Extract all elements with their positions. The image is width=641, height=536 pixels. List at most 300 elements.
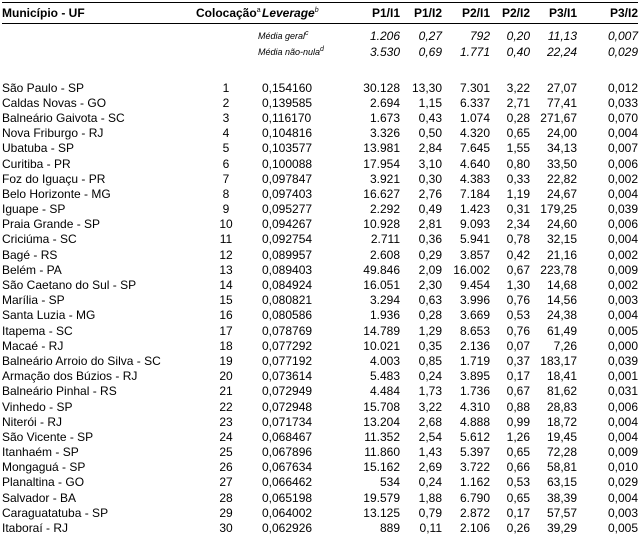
p1-i1-cell: 13.204 — [363, 414, 400, 429]
p2-i2-cell: 1,55 — [506, 141, 530, 156]
footnote-marker-b: b — [314, 7, 319, 14]
municipio-cell: Itaboraí - RJ — [2, 521, 69, 536]
leverage-cell: 0,072949 — [262, 384, 313, 399]
municipio-cell: Bagé - RS — [2, 247, 58, 262]
leverage-cell: 0,078769 — [262, 323, 313, 338]
leverage-cell: 0,062926 — [262, 521, 313, 536]
p1-i2-cell: 2,68 — [418, 414, 442, 429]
p2-i1-cell: 2.106 — [459, 521, 490, 536]
table-row — [2, 338, 638, 353]
header-colocacao: Colocação$^a$ — [196, 3, 256, 24]
p2-i1-cell: 4.640 — [459, 156, 490, 171]
p3-i1-cell: 34,13 — [546, 141, 577, 156]
p2-i1-cell: 1.074 — [459, 110, 490, 125]
municipio-cell: Caldas Novas - GO — [2, 95, 107, 110]
p2-i1-cell: 4.383 — [459, 171, 490, 186]
p2-i2-cell: 0,80 — [506, 156, 530, 171]
p3-i1-cell: 14,68 — [546, 278, 577, 293]
p1-i2-cell: 2,54 — [418, 429, 442, 444]
p2-i2-cell: 2,71 — [506, 95, 530, 110]
municipio-cell: Macaé - RJ — [2, 338, 64, 353]
p3-i1-cell: 33,50 — [546, 156, 577, 171]
p1-i1-cell: 1.936 — [369, 308, 400, 323]
p2-i2-cell: 0,76 — [506, 323, 530, 338]
leverage-table — [2, 2, 638, 536]
header-p3-i1: P3/I1 — [530, 3, 577, 24]
municipio-cell: Nova Friburgo - RJ — [2, 126, 104, 141]
leverage-cell: 0,139585 — [262, 95, 313, 110]
p2-i1-cell: 4.320 — [459, 126, 490, 141]
municipio-cell: Iguape - SP — [2, 202, 66, 217]
p3-i1-cell: 24,38 — [546, 308, 577, 323]
p1-i2-cell: 13,30 — [411, 80, 442, 95]
summary-row-media-geral — [2, 28, 638, 44]
p1-i2-cell: 1,29 — [418, 323, 442, 338]
p3-i1-cell: 24,00 — [546, 126, 577, 141]
p3-i1-cell: 81,62 — [546, 384, 577, 399]
p3-i2-cell: 0,010 — [607, 460, 638, 475]
colocacao-cell: 7 — [222, 171, 230, 186]
p1-i2-cell: 1,43 — [418, 445, 442, 460]
p2-i2-cell: 0,88 — [506, 399, 530, 414]
p3-i2-cell: 0,009 — [607, 445, 638, 460]
municipio-cell: Curitiba - PR — [2, 156, 71, 171]
p2-i2-cell: 0,26 — [506, 521, 530, 536]
colocacao-cell: 26 — [219, 460, 233, 475]
p1-i2-cell: 2,30 — [418, 278, 442, 293]
summary-value: 0,029 — [607, 45, 638, 59]
p2-i1-cell: 16.002 — [453, 262, 490, 277]
p1-i2-cell: 1,88 — [418, 490, 442, 505]
p2-i1-cell: 4.310 — [459, 399, 490, 414]
summary-label: Média não-nula$^d$ — [258, 46, 324, 57]
leverage-cell: 0,080586 — [262, 308, 313, 323]
leverage-cell: 0,073614 — [262, 369, 313, 384]
leverage-cell: 0,072948 — [262, 399, 313, 414]
leverage-cell: 0,084924 — [262, 278, 313, 293]
municipio-cell: Vinhedo - SP — [2, 399, 73, 414]
p3-i2-cell: 0,004 — [607, 232, 638, 247]
leverage-cell: 0,116170 — [262, 110, 312, 125]
p1-i1-cell: 14.789 — [363, 323, 400, 338]
p1-i1-cell: 16.051 — [363, 278, 400, 293]
p1-i1-cell: 15.708 — [363, 399, 400, 414]
table-row — [2, 217, 638, 232]
footnote-marker-a: a — [256, 7, 261, 14]
p2-i1-cell: 1.423 — [459, 202, 490, 217]
p1-i1-cell: 10.928 — [363, 217, 400, 232]
p3-i1-cell: 14,56 — [546, 293, 577, 308]
summary-value: 0,27 — [418, 29, 442, 43]
p2-i1-cell: 2.136 — [459, 338, 490, 353]
table-row — [2, 156, 638, 171]
p3-i2-cell: 0,004 — [607, 126, 638, 141]
p3-i1-cell: 38,39 — [546, 490, 577, 505]
p2-i1-cell: 3.895 — [459, 369, 490, 384]
leverage-cell: 0,077292 — [262, 338, 313, 353]
p1-i2-cell: 3,22 — [418, 399, 442, 414]
p2-i1-cell: 3.722 — [459, 460, 490, 475]
p3-i1-cell: 24,67 — [546, 186, 577, 201]
p1-i2-cell: 2,81 — [418, 217, 442, 232]
p2-i1-cell: 7.301 — [459, 80, 490, 95]
municipio-cell: São Vicente - SP — [2, 429, 94, 444]
p1-i2-cell: 1,73 — [418, 384, 442, 399]
p3-i2-cell: 0,002 — [607, 171, 638, 186]
table-row — [2, 95, 638, 110]
p2-i1-cell: 3.857 — [459, 247, 490, 262]
p3-i1-cell: 21,16 — [546, 247, 577, 262]
table-row — [2, 126, 638, 141]
p1-i2-cell: 0,50 — [418, 126, 442, 141]
p1-i2-cell: 2,69 — [418, 460, 442, 475]
p1-i1-cell: 889 — [379, 521, 400, 536]
p2-i2-cell: 0,65 — [506, 445, 530, 460]
leverage-cell: 0,065198 — [262, 490, 313, 505]
summary-value: 792 — [469, 29, 490, 43]
p1-i2-cell: 0,49 — [418, 202, 442, 217]
colocacao-cell: 18 — [219, 338, 233, 353]
p2-i2-cell: 0,28 — [506, 110, 530, 125]
p1-i1-cell: 4.003 — [369, 353, 400, 368]
p3-i2-cell: 0,005 — [607, 323, 638, 338]
p1-i2-cell: 0,43 — [418, 110, 442, 125]
p3-i1-cell: 27,07 — [546, 80, 577, 95]
leverage-cell: 0,154160 — [262, 80, 313, 95]
header-p3-i2: P3/I2 — [577, 3, 638, 24]
colocacao-cell: 27 — [219, 475, 233, 490]
p1-i2-cell: 0,29 — [418, 247, 442, 262]
leverage-cell: 0,095277 — [262, 202, 313, 217]
p1-i1-cell: 5.483 — [369, 369, 400, 384]
table-row — [2, 475, 638, 490]
colocacao-cell: 25 — [219, 445, 233, 460]
p3-i1-cell: 271,67 — [540, 110, 577, 125]
leverage-cell: 0,080821 — [262, 293, 313, 308]
p1-i2-cell: 0,28 — [418, 308, 442, 323]
summary-rows — [2, 28, 638, 80]
p3-i1-cell: 179,25 — [540, 202, 577, 217]
p2-i2-cell: 0,33 — [506, 171, 530, 186]
p1-i1-cell: 2.711 — [370, 232, 400, 247]
municipio-cell: Praia Grande - SP — [2, 217, 101, 232]
municipio-cell: Salvador - BA — [2, 490, 77, 505]
table-row — [2, 232, 638, 247]
leverage-cell: 0,097847 — [262, 171, 313, 186]
p3-i1-cell: 61,49 — [546, 323, 577, 338]
leverage-cell: 0,089957 — [262, 247, 313, 262]
p3-i1-cell: 32,15 — [546, 232, 577, 247]
p1-i1-cell: 11.352 — [364, 429, 400, 444]
p1-i2-cell: 2,09 — [418, 262, 442, 277]
p1-i1-cell: 2.608 — [369, 247, 400, 262]
summary-value: 1.206 — [369, 29, 400, 43]
p3-i1-cell: 57,57 — [546, 505, 577, 520]
p1-i1-cell: 17.954 — [363, 156, 400, 171]
table-row — [2, 277, 638, 292]
p2-i2-cell: 0,42 — [506, 247, 530, 262]
leverage-cell: 0,103577 — [262, 141, 313, 156]
colocacao-cell: 6 — [222, 156, 230, 171]
p2-i1-cell: 6.790 — [459, 490, 490, 505]
table-row — [2, 520, 638, 535]
colocacao-cell: 8 — [222, 186, 230, 201]
p3-i1-cell: 223,78 — [540, 262, 577, 277]
p1-i2-cell: 0,35 — [418, 338, 442, 353]
p1-i1-cell: 19.579 — [363, 490, 400, 505]
colocacao-cell: 16 — [219, 308, 233, 323]
municipio-cell: Balneário Pinhal - RS — [2, 384, 117, 399]
leverage-cell: 0,100088 — [262, 156, 313, 171]
p2-i1-cell: 1.162 — [459, 475, 490, 490]
p2-i2-cell: 0,37 — [506, 353, 530, 368]
colocacao-cell: 30 — [219, 521, 233, 536]
table-row — [2, 505, 638, 520]
p3-i2-cell: 0,070 — [607, 110, 638, 125]
p3-i2-cell: 0,005 — [607, 521, 638, 536]
municipio-cell: Balneário Arroio do Silva - SC — [2, 353, 161, 368]
leverage-cell: 0,092754 — [262, 232, 313, 247]
table-row — [2, 186, 638, 201]
summary-value: 1.771 — [459, 45, 490, 59]
leverage-cell: 0,067896 — [262, 445, 313, 460]
p3-i1-cell: 58,81 — [546, 460, 577, 475]
municipio-cell: Ubatuba - SP — [2, 141, 75, 156]
p2-i1-cell: 8.653 — [459, 323, 490, 338]
table-row — [2, 141, 638, 156]
municipio-cell: São Paulo - SP — [2, 80, 85, 95]
leverage-cell: 0,104816 — [262, 126, 313, 141]
p2-i2-cell: 0,17 — [506, 505, 530, 520]
table-row — [2, 414, 638, 429]
table-row — [2, 80, 638, 95]
p3-i2-cell: 0,001 — [607, 369, 638, 384]
municipio-cell: Santa Luzia - MG — [2, 308, 96, 323]
colocacao-cell: 20 — [219, 369, 233, 384]
p1-i1-cell: 13.981 — [363, 141, 400, 156]
colocacao-cell: 17 — [219, 323, 233, 338]
p2-i2-cell: 0,65 — [506, 490, 530, 505]
p2-i2-cell: 0,53 — [506, 308, 530, 323]
p2-i2-cell: 0,99 — [506, 414, 530, 429]
p3-i1-cell: 28,83 — [546, 399, 577, 414]
table-row — [2, 247, 638, 262]
table-row — [2, 429, 638, 444]
p1-i2-cell: 0,24 — [418, 369, 442, 384]
header-p1-i1: P1/I1 — [342, 3, 400, 24]
municipio-cell: Balneário Gaivota - SC — [2, 110, 125, 125]
colocacao-cell: 12 — [219, 247, 233, 262]
p2-i1-cell: 2.872 — [459, 505, 490, 520]
p2-i1-cell: 7.645 — [459, 141, 490, 156]
p2-i2-cell: 0,31 — [506, 202, 530, 217]
p1-i1-cell: 3.921 — [369, 171, 400, 186]
p2-i2-cell: 0,65 — [506, 126, 530, 141]
summary-value: 11,13 — [547, 29, 577, 43]
p2-i2-cell: 0,53 — [506, 475, 530, 490]
p1-i1-cell: 11.860 — [364, 445, 400, 460]
municipio-cell: Belo Horizonte - MG — [2, 186, 111, 201]
p3-i2-cell: 0,004 — [607, 186, 638, 201]
leverage-cell: 0,089403 — [262, 262, 313, 277]
p3-i2-cell: 0,003 — [607, 505, 638, 520]
summary-row-media-nao-nula — [2, 44, 638, 60]
p3-i1-cell: 24,60 — [546, 217, 577, 232]
data-rows — [2, 80, 638, 536]
table-row — [2, 353, 638, 368]
p3-i1-cell: 77,41 — [546, 95, 577, 110]
p2-i2-cell: 1,30 — [506, 278, 530, 293]
table-row — [2, 171, 638, 186]
p3-i1-cell: 183,17 — [540, 353, 577, 368]
leverage-cell: 0,064002 — [262, 505, 313, 520]
table-row — [2, 110, 638, 125]
p2-i1-cell: 5.941 — [459, 232, 490, 247]
colocacao-cell: 19 — [219, 353, 233, 368]
header-p2-i2: P2/I2 — [490, 3, 530, 24]
municipio-cell: Belém - PA — [2, 262, 62, 277]
p3-i2-cell: 0,031 — [607, 384, 638, 399]
header-p1-i2: P1/I2 — [400, 3, 442, 24]
colocacao-cell: 24 — [219, 429, 233, 444]
p3-i1-cell: 19,45 — [546, 429, 577, 444]
summary-value: 0,40 — [506, 45, 530, 59]
p2-i2-cell: 0,67 — [506, 262, 530, 277]
colocacao-cell: 9 — [222, 202, 230, 217]
municipio-cell: Armação dos Búzios - RJ — [2, 369, 138, 384]
p3-i1-cell: 18,72 — [546, 414, 577, 429]
p2-i1-cell: 5.397 — [459, 445, 490, 460]
p2-i1-cell: 3.669 — [459, 308, 490, 323]
summary-value: 0,69 — [418, 45, 442, 59]
leverage-cell: 0,067634 — [262, 460, 313, 475]
p2-i2-cell: 1,19 — [506, 186, 530, 201]
p3-i2-cell: 0,003 — [607, 293, 638, 308]
table-header — [2, 3, 638, 29]
p3-i2-cell: 0,033 — [607, 95, 638, 110]
leverage-cell: 0,097403 — [262, 186, 313, 201]
table-row — [2, 445, 638, 460]
p3-i2-cell: 0,006 — [607, 399, 638, 414]
p3-i1-cell: 39,29 — [546, 521, 577, 536]
p1-i1-cell: 16.627 — [363, 186, 400, 201]
colocacao-cell: 1 — [222, 80, 230, 95]
municipio-cell: Mongaguá - SP — [2, 460, 86, 475]
p2-i2-cell: 0,67 — [506, 384, 530, 399]
leverage-cell: 0,068467 — [262, 429, 313, 444]
p2-i2-cell: 0,07 — [506, 338, 530, 353]
p3-i1-cell: 22,82 — [546, 171, 577, 186]
p2-i1-cell: 1.719 — [459, 353, 490, 368]
p3-i2-cell: 0,002 — [607, 247, 638, 262]
p3-i2-cell: 0,004 — [607, 308, 638, 323]
municipio-cell: Caraguatatuba - SP — [2, 505, 109, 520]
colocacao-cell: 10 — [219, 217, 233, 232]
table-row — [2, 293, 638, 308]
municipio-cell: Marília - SP — [2, 293, 65, 308]
p1-i2-cell: 0,30 — [418, 171, 442, 186]
p2-i1-cell: 5.612 — [459, 429, 490, 444]
p3-i2-cell: 0,004 — [607, 429, 638, 444]
p2-i1-cell: 1.736 — [459, 384, 490, 399]
colocacao-cell: 11 — [219, 232, 233, 247]
colocacao-cell: 3 — [222, 110, 230, 125]
p3-i2-cell: 0,039 — [607, 353, 638, 368]
p1-i1-cell: 3.326 — [369, 126, 400, 141]
p2-i2-cell: 0,78 — [506, 232, 530, 247]
p3-i2-cell: 0,006 — [607, 217, 638, 232]
p1-i1-cell: 10.021 — [363, 338, 400, 353]
colocacao-cell: 23 — [219, 414, 233, 429]
table-row — [2, 399, 638, 414]
leverage-cell: 0,071734 — [262, 414, 313, 429]
p1-i1-cell: 30.128 — [363, 80, 400, 95]
p3-i1-cell: 7,26 — [553, 338, 577, 353]
p3-i2-cell: 0,029 — [607, 475, 638, 490]
p2-i2-cell: 0,66 — [506, 460, 530, 475]
summary-value: 3.530 — [369, 45, 400, 59]
colocacao-cell: 29 — [219, 505, 233, 520]
p3-i2-cell: 0,002 — [607, 278, 638, 293]
p2-i2-cell: 0,76 — [506, 293, 530, 308]
p2-i1-cell: 3.996 — [459, 293, 490, 308]
p1-i2-cell: 2,84 — [418, 141, 442, 156]
municipio-cell: Foz do Iguaçu - PR — [2, 171, 106, 186]
p1-i1-cell: 13.125 — [363, 505, 400, 520]
table-row — [2, 308, 638, 323]
p3-i2-cell: 0,039 — [607, 202, 638, 217]
p3-i2-cell: 0,004 — [607, 490, 638, 505]
summary-value: 22,24 — [546, 45, 577, 59]
p3-i2-cell: 0,012 — [607, 80, 638, 95]
summary-value: 0,20 — [506, 29, 530, 43]
colocacao-cell: 28 — [219, 490, 233, 505]
header-leverage: Leverage$^b$ — [256, 3, 342, 24]
table-row — [2, 262, 638, 277]
p1-i1-cell: 2.694 — [369, 95, 400, 110]
p1-i1-cell: 2.292 — [369, 202, 400, 217]
p3-i1-cell: 72,28 — [546, 445, 577, 460]
colocacao-cell: 14 — [219, 278, 233, 293]
p1-i2-cell: 0,85 — [418, 353, 442, 368]
p3-i1-cell: 18,41 — [546, 369, 577, 384]
p2-i2-cell: 0,17 — [506, 369, 530, 384]
p2-i1-cell: 4.888 — [459, 414, 490, 429]
municipio-cell: Niterói - RJ — [2, 414, 63, 429]
p3-i1-cell: 63,15 — [546, 475, 577, 490]
p1-i2-cell: 0,79 — [418, 505, 442, 520]
p2-i1-cell: 9.093 — [459, 217, 490, 232]
header-municipio: Município - UF — [2, 3, 196, 24]
table-row — [2, 384, 638, 399]
p1-i2-cell: 0,24 — [418, 475, 442, 490]
p2-i1-cell: 9.454 — [459, 278, 490, 293]
colocacao-cell: 5 — [222, 141, 230, 156]
leverage-cell: 0,077192 — [262, 353, 313, 368]
p3-i2-cell: 0,000 — [607, 338, 638, 353]
header-p2-i1: P2/I1 — [442, 3, 490, 24]
p1-i2-cell: 3,10 — [418, 156, 442, 171]
p2-i1-cell: 6.337 — [459, 95, 490, 110]
table-row — [2, 490, 638, 505]
p1-i2-cell: 0,63 — [418, 293, 442, 308]
p1-i1-cell: 15.162 — [363, 460, 400, 475]
colocacao-cell: 22 — [219, 399, 233, 414]
summary-value: 0,007 — [607, 29, 638, 43]
municipio-cell: Itapema - SC — [2, 323, 73, 338]
municipio-cell: São Caetano do Sul - SP — [2, 278, 137, 293]
table-row — [2, 202, 638, 217]
